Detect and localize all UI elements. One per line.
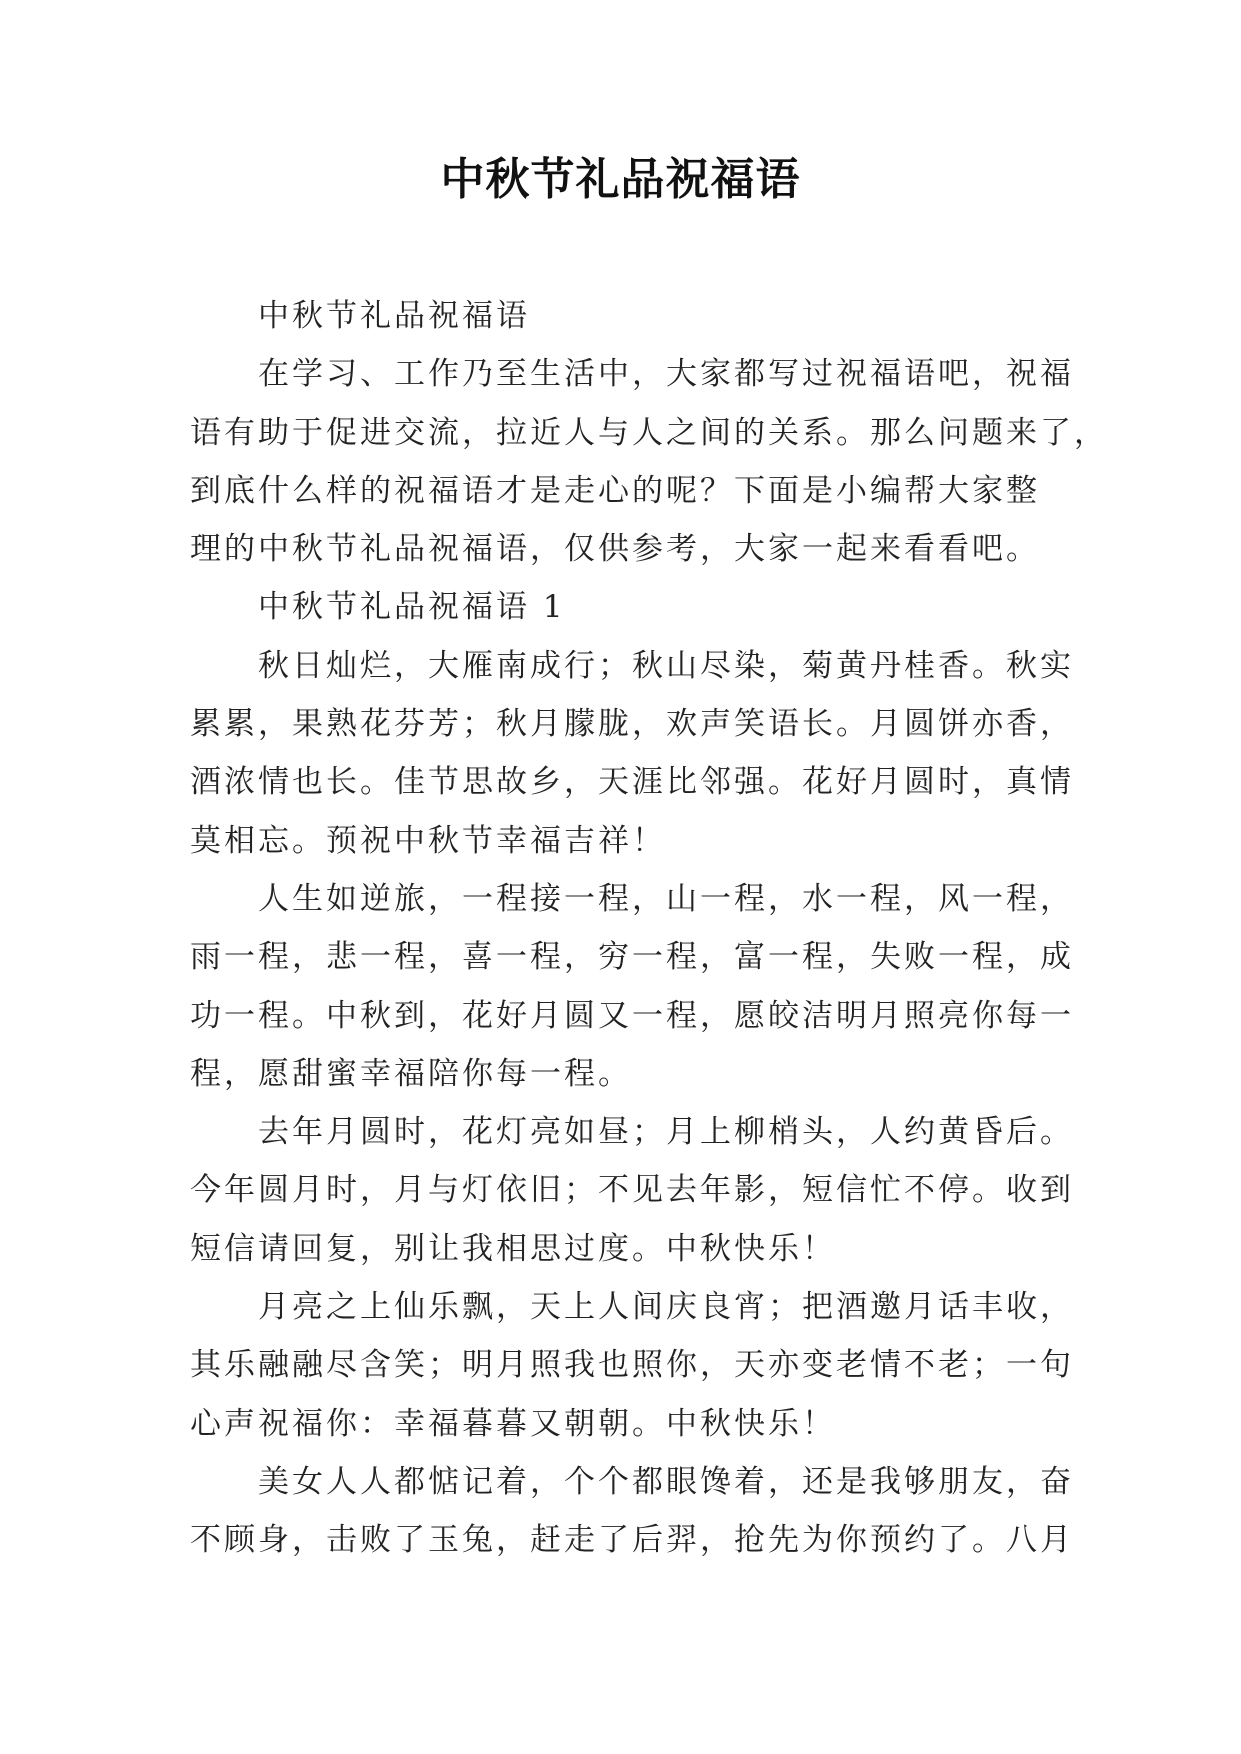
text-line: 累累，果熟花芬芳；秋月朦胧，欢声笑语长。月圆饼亦香， <box>190 706 1074 743</box>
text-line: 在学习、工作乃至生活中，大家都写过祝福语吧，祝福 <box>258 356 1074 393</box>
text-line: 酒浓情也长。佳节思故乡，天涯比邻强。花好月圆时，真情 <box>190 764 1074 801</box>
text-line: 不顾身，击败了玉兔，赶走了后羿，抢先为你预约了。八月 <box>190 1522 1074 1559</box>
text-line: 秋日灿烂，大雁南成行；秋山尽染，菊黄丹桂香。秋实 <box>258 647 1074 684</box>
text-line: 去年月圆时，花灯亮如昼；月上柳梢头，人约黄昏后。 <box>258 1114 1074 1151</box>
document-title: 中秋节礼品祝福语 <box>440 154 801 205</box>
text-line: 莫相忘。预祝中秋节幸福吉祥！ <box>190 822 666 859</box>
document-body <box>190 287 1108 1570</box>
text-line: 程，愿甜蜜幸福陪你每一程。 <box>190 1055 632 1092</box>
text-line: 月亮之上仙乐飘，天上人间庆良宵；把酒邀月话丰收， <box>258 1289 1074 1326</box>
text-line: 其乐融融尽含笑；明月照我也照你，天亦变老情不老；一句 <box>190 1347 1074 1384</box>
text-line: 短信请回复，别让我相思过度。中秋快乐！ <box>190 1230 836 1267</box>
text-line: 中秋节礼品祝福语 <box>258 298 530 334</box>
text-line: 功一程。中秋到，花好月圆又一程，愿皎洁明月照亮你每一 <box>190 997 1074 1034</box>
text-line: 雨一程，悲一程，喜一程，穷一程，富一程，失败一程，成 <box>190 939 1074 976</box>
text-line: 美女人人都惦记着，个个都眼馋着，还是我够朋友，奋 <box>258 1463 1074 1500</box>
text-line: 语有助于促进交流，拉近人与人之间的关系。那么问题来了， <box>190 414 1108 451</box>
text-line: 中秋节礼品祝福语 1 <box>258 589 566 626</box>
text-line: 理的中秋节礼品祝福语，仅供参考，大家一起来看看吧。 <box>190 531 1040 568</box>
text-line: 心声祝福你：幸福暮暮又朝朝。中秋快乐！ <box>190 1405 836 1442</box>
text-line: 人生如逆旅，一程接一程，山一程，水一程，风一程， <box>258 880 1074 917</box>
text-line: 到底什么样的祝福语才是走心的呢？下面是小编帮大家整 <box>190 472 1040 509</box>
text-line: 今年圆月时，月与灯依旧；不见去年影，短信忙不停。收到 <box>190 1172 1074 1209</box>
